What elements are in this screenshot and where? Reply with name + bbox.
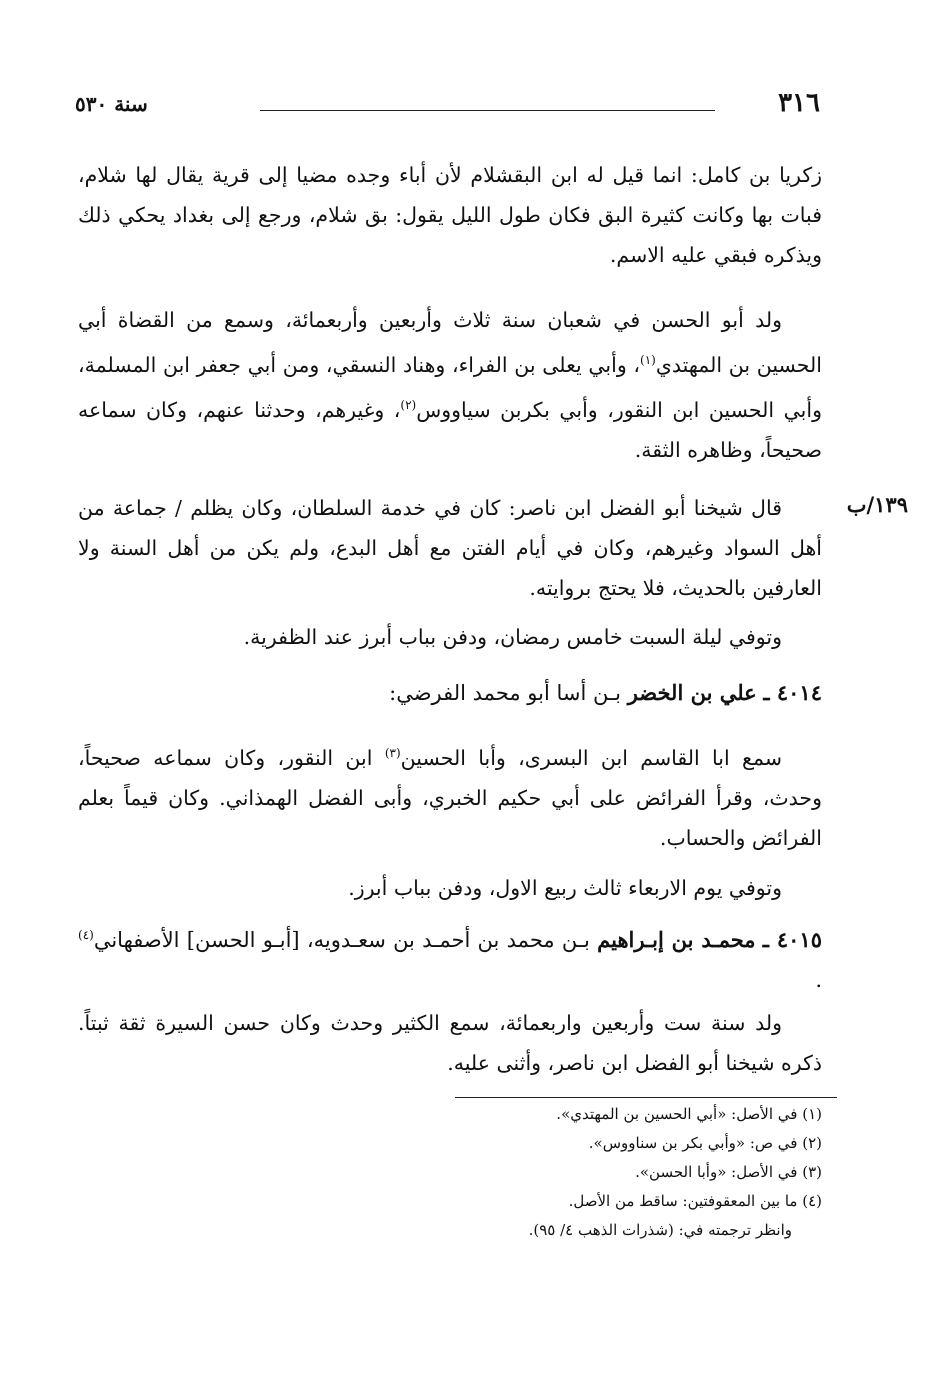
footnote-ref-2: (٢) <box>400 397 417 412</box>
paragraph-5 <box>78 733 822 858</box>
paragraph-4-text: وتوفي ليلة السبت خامس رمضان، ودفن بباب أبرز عند الظفرية. <box>243 625 782 649</box>
manuscript-folio-ref: ١٣٩/ب <box>846 492 908 517</box>
footnote-ref-4: (٤) <box>78 928 94 942</box>
running-header <box>75 88 820 128</box>
paragraph-1 <box>78 155 822 275</box>
paragraph-2 <box>78 300 822 470</box>
page-number: ٣١٦ <box>778 88 820 118</box>
paragraph-5-text <box>78 733 822 858</box>
paragraph-5-part-b: ابن النقور، وكان سماعه صحيحاً، وحدث، وقرأ الفرائض على أبي حكيم الخبري، وأبى الفضل الهمذاني. وكان قيماً بعلم الفرائض والحساب. <box>78 745 822 850</box>
paragraph-3 <box>78 488 822 608</box>
footnote-4-continuation: وانظر ترجمته في: (شذرات الذهب ٤/ ٩٥). <box>528 1221 792 1239</box>
entry-4014-number: ٤٠١٤ ـ <box>763 680 822 705</box>
footnote-rule <box>455 1097 837 1098</box>
footnote-1: (١) في الأصل: «أبي الحسين بن المهتدي». <box>556 1105 822 1123</box>
footnotes <box>322 1100 822 1245</box>
paragraph-2-part-c: ، وغيرهم، وحدثنا عنهم، وكان سماعه صحيحاً، وظاهره الثقة. <box>78 397 822 462</box>
footnote-2: (٢) في ص: «وأبي بكر بن سناووس». <box>588 1134 822 1152</box>
entry-4014-heading <box>78 673 822 713</box>
paragraph-7-text: ولد سنة ست وأربعين واربعمائة، سمع الكثير وحدث وكان حسن السيرة ثقة ثبتاً. ذكره شيخنا أبو الفضل ابن ناصر، وأثنى عليه. <box>78 1011 822 1075</box>
paragraph-2-part-b: ، وأبي يعلى بن الفراء، وهناد النسقي، ومن أبي جعفر ابن المسلمة، وأبي الحسين ابن النقور، وأبي بكربن سياووس <box>78 352 822 422</box>
paragraph-4 <box>78 617 822 657</box>
year-label: سنة ٥٣٠ <box>75 92 148 116</box>
entry-4015-end: . <box>815 968 822 992</box>
paragraph-6 <box>78 868 822 908</box>
paragraph-6-text: وتوفي يوم الاربعاء ثالث ربيع الاول، ودفن بباب أبرز. <box>348 876 782 900</box>
entry-4015-name: محمـد بن إبـراهيم <box>597 927 756 952</box>
paragraph-7 <box>78 1003 822 1083</box>
footnote-ref-3: (٣) <box>384 746 401 760</box>
header-rule <box>260 110 715 111</box>
entry-4015-rest: بـن محمد بن أحمـد بن سعـدويه، [أبـو الحسن] الأصفهاني <box>93 928 590 952</box>
entry-4015-line <box>78 915 822 1000</box>
footnote-ref-1: (١) <box>640 353 656 367</box>
paragraph-1-text: زكريا بن كامل: انما قيل له ابن البقشلام لأن أباء وجده مضيا إلى قرية يقال لها شلام، فبات بها وكانت كثيرة البق فكان طول الليل يقول: بق شلام، ورجع إلى بغداد يحكي ذلك ويذكره فبقي عليه الاسم. <box>78 163 822 267</box>
paragraph-2-part-a: ولد أبو الحسن في شعبان سنة ثلاث وأربعين وأربعمائة، وسمع من القضاة أبي الحسين بن المهتدي <box>78 308 822 377</box>
paragraph-3-text: قال شيخنا أبو الفضل ابن ناصر: كان في خدمة السلطان، وكان يظلم / جماعة من أهل السواد وغيرهم، وكان في أيام الفتن مع أهل البدع، ولم يكن من أهل السنة ولا العارفين بالحديث، فلا يحتج بروايته. <box>78 496 822 600</box>
entry-4014-name: علي بن الخضر <box>627 680 757 705</box>
footnote-4: (٤) ما بين المعقوفتين: ساقط من الأصل. <box>568 1192 822 1210</box>
entry-4014-rest: بـن أسا أبو محمد الفرضي: <box>389 681 621 705</box>
entry-4015-number: ٤٠١٥ ـ <box>762 927 822 952</box>
entry-4015-heading <box>78 915 822 1000</box>
footnote-3: (٣) في الأصل: «وأبا الحسن». <box>635 1163 822 1181</box>
paragraph-2-text <box>78 300 822 470</box>
entry-4014-line <box>78 673 822 713</box>
paragraph-5-part-a: سمع ابا القاسم ابن البسرى، وأبا الحسين <box>400 745 782 770</box>
